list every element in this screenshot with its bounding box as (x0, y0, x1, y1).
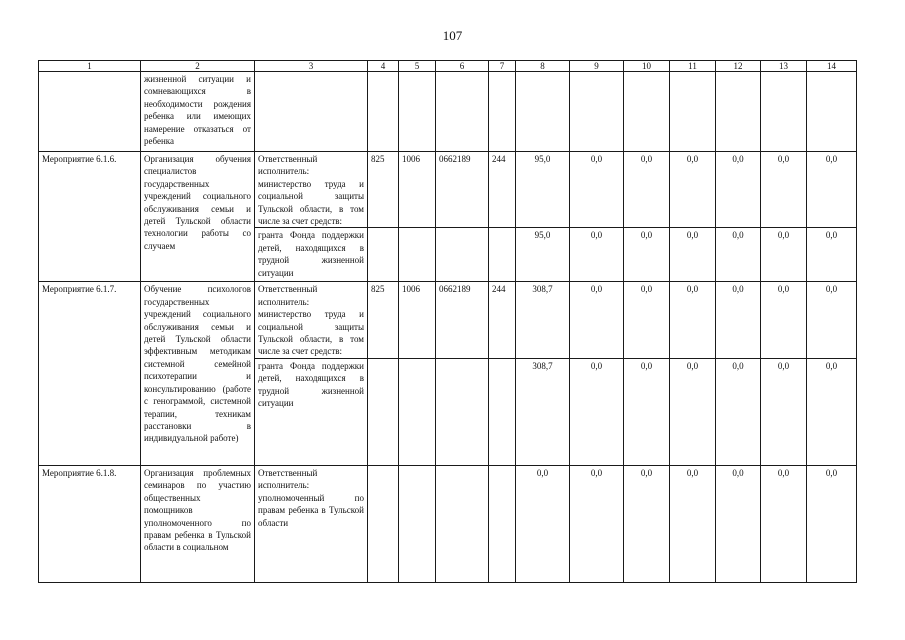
value-cell: 0,0 (624, 358, 670, 465)
code-cell: 1006 (399, 282, 436, 358)
value-cell: 95,0 (516, 228, 570, 282)
value-cell: 0,0 (716, 228, 761, 282)
header-cell: 6 (436, 61, 489, 72)
value-cell: 0,0 (624, 228, 670, 282)
header-cell: 4 (368, 61, 399, 72)
value-cell: 308,7 (516, 282, 570, 358)
continued-description: жизненной ситуации и сомневающихся в необходимости рождения ребенка или имеющих намерение отказаться от ребенка (141, 72, 255, 152)
code-cell: 0662189 (436, 152, 489, 228)
code-cell: 825 (368, 152, 399, 228)
funding-source-cell: гранта Фонда поддержки детей, находящихся в трудной жизненной ситуации (255, 358, 368, 465)
header-cell: 12 (716, 61, 761, 72)
value-cell: 0,0 (670, 465, 716, 582)
measure-description: Организация обучения специалистов государственных учреждений социального обслуживания семьи и детей Тульской области технологии работы со случаем (141, 152, 255, 282)
value-cell: 0,0 (570, 465, 624, 582)
value-cell: 0,0 (807, 358, 857, 465)
value-cell: 0,0 (624, 465, 670, 582)
header-row (39, 61, 857, 72)
value-cell: 0,0 (716, 282, 761, 358)
header-cell: 5 (399, 61, 436, 72)
value-cell: 0,0 (761, 358, 807, 465)
executor-cell: Ответственный исполнитель: министерство труда и социальной защиты Тульской области, в том числе за счет средств: (255, 282, 368, 358)
executor-cell: Ответственный исполнитель: министерство труда и социальной защиты Тульской области, в том числе за счет средств: (255, 152, 368, 228)
value-cell: 0,0 (570, 282, 624, 358)
page-number: 107 (442, 28, 463, 43)
budget-table (38, 60, 857, 583)
header-cell: 2 (141, 61, 255, 72)
header-cell: 9 (570, 61, 624, 72)
measure-description: Обучение психологов государственных учреждений социального обслуживания семьи и детей Тульской области эффективным методикам системной семейной психотерапии и консультированию (работе с генограммой, системной терапии, техникам расстановки в индивидуальной работе) (141, 282, 255, 465)
value-cell: 308,7 (516, 358, 570, 465)
table-row (39, 465, 857, 582)
header-cell: 1 (39, 61, 141, 72)
value-cell: 0,0 (716, 358, 761, 465)
value-cell: 0,0 (716, 465, 761, 582)
executor-cell: Ответственный исполнитель: уполномоченный по правам ребенка в Тульской области (255, 465, 368, 582)
value-cell: 0,0 (624, 282, 670, 358)
code-cell: 825 (368, 282, 399, 358)
value-cell: 95,0 (516, 152, 570, 228)
value-cell: 0,0 (807, 282, 857, 358)
value-cell: 0,0 (807, 152, 857, 228)
measure-name: Мероприятие 6.1.8. (39, 465, 141, 582)
header-cell: 11 (670, 61, 716, 72)
code-cell: 0662189 (436, 282, 489, 358)
value-cell: 0,0 (761, 282, 807, 358)
value-cell: 0,0 (570, 228, 624, 282)
code-cell: 1006 (399, 152, 436, 228)
value-cell: 0,0 (516, 465, 570, 582)
table-row (39, 282, 857, 358)
value-cell: 0,0 (807, 228, 857, 282)
value-cell: 0,0 (670, 358, 716, 465)
value-cell: 0,0 (570, 152, 624, 228)
value-cell: 0,0 (670, 152, 716, 228)
measure-name: Мероприятие 6.1.7. (39, 282, 141, 465)
value-cell: 0,0 (761, 228, 807, 282)
value-cell: 0,0 (761, 152, 807, 228)
funding-source-cell: гранта Фонда поддержки детей, находящихся в трудной жизненной ситуации (255, 228, 368, 282)
table-row (39, 152, 857, 228)
value-cell: 0,0 (670, 228, 716, 282)
header-cell: 7 (489, 61, 516, 72)
value-cell: 0,0 (716, 152, 761, 228)
value-cell: 0,0 (624, 152, 670, 228)
table-row (39, 72, 857, 152)
value-cell: 0,0 (807, 465, 857, 582)
value-cell: 0,0 (670, 282, 716, 358)
value-cell: 0,0 (761, 465, 807, 582)
code-cell: 244 (489, 152, 516, 228)
code-cell: 244 (489, 282, 516, 358)
measure-name: Мероприятие 6.1.6. (39, 152, 141, 282)
header-cell: 8 (516, 61, 570, 72)
header-cell: 13 (761, 61, 807, 72)
header-cell: 3 (255, 61, 368, 72)
header-cell: 14 (807, 61, 857, 72)
header-cell: 10 (624, 61, 670, 72)
measure-description: Организация проблемных семинаров по участию общественных помощников уполномоченного по правам ребенка в Тульской области в социальном (141, 465, 255, 582)
value-cell: 0,0 (570, 358, 624, 465)
